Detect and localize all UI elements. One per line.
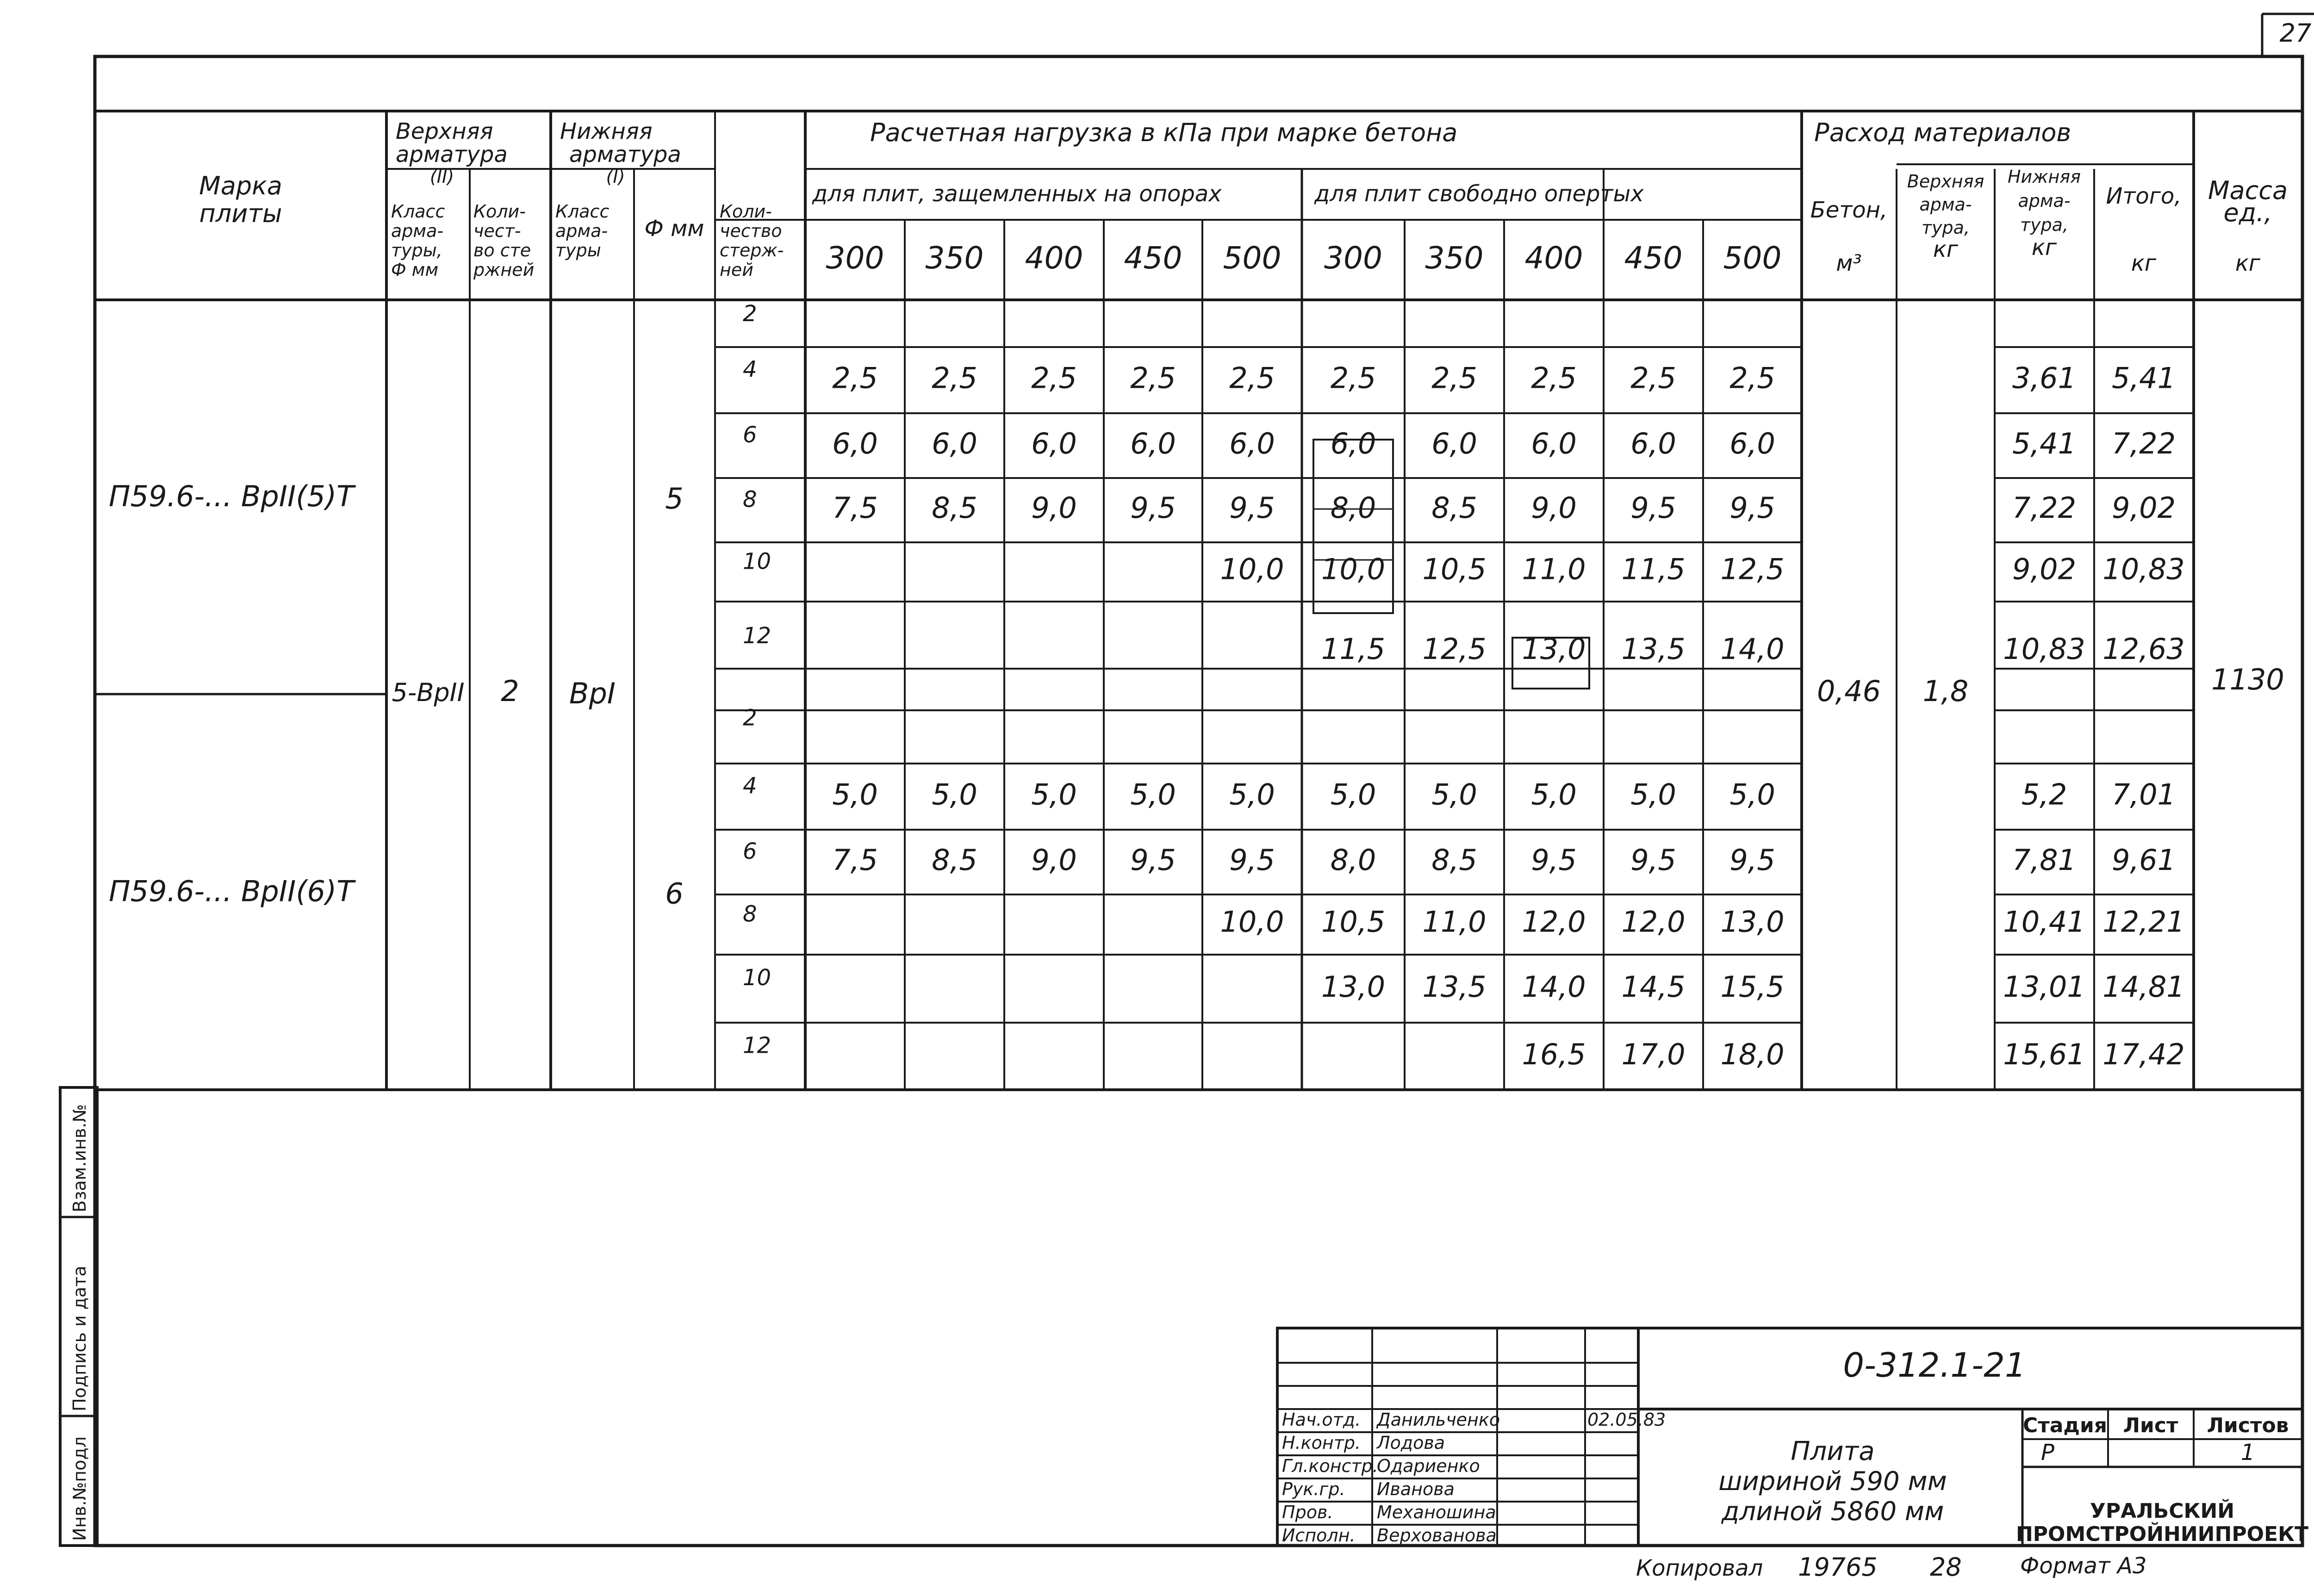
- load-free-0-5-1: 12,5: [1422, 632, 1487, 666]
- signer-role-0: Нач.отд.: [1282, 1410, 1361, 1430]
- load-clamped-0-1-0: 2,5: [832, 361, 878, 395]
- load-free-0-4-4: 12,5: [1720, 552, 1785, 586]
- sheets-value: 1: [2240, 1440, 2255, 1466]
- load-free-1-4-4: 15,5: [1720, 970, 1785, 1004]
- header-bottom-class-0: Класс: [555, 201, 610, 222]
- bar-count-0-1: 4: [743, 356, 757, 383]
- load-free-1-3-2: 12,0: [1522, 905, 1586, 939]
- load-free-0-2-2: 6,0: [1531, 426, 1577, 460]
- sheets-label: Листов: [2207, 1414, 2289, 1437]
- load-free-0-1-0: 2,5: [1330, 361, 1376, 395]
- header-bottom-count-3: ней: [720, 260, 753, 280]
- top-reinf-mass: 1,8: [1922, 674, 1969, 708]
- signer-role-2: Гл.констр.: [1282, 1456, 1378, 1476]
- copy-number: 19765: [1798, 1553, 1878, 1582]
- load-free-1-3-1: 11,0: [1422, 905, 1487, 939]
- load-clamped-1-2-1: 8,5: [932, 843, 977, 877]
- header-bottom-mat-2: тура,: [2020, 215, 2069, 235]
- total-mass-1-5: 17,42: [2103, 1037, 2185, 1071]
- title-line-2: шириной 590 мм: [1718, 1466, 1947, 1497]
- copy-info: [1636, 1553, 2146, 1582]
- header-bottom-count-2: стерж-: [720, 240, 784, 261]
- bottom-mass-0-5: 10,83: [2003, 632, 2085, 666]
- side-strip: [60, 1087, 97, 1546]
- document-code: 0-312.1-21: [1843, 1346, 2026, 1385]
- header-grade-clamped-0: 300: [826, 240, 884, 276]
- header-grade-free-0: 300: [1324, 240, 1382, 276]
- load-free-1-2-2: 9,5: [1531, 843, 1577, 877]
- header-bottom-reinf-3: (I): [606, 167, 625, 187]
- load-clamped-1-1-4: 5,0: [1229, 777, 1275, 812]
- load-free-1-2-4: 9,5: [1729, 843, 1775, 877]
- load-free-0-2-0: 6,0: [1330, 426, 1376, 460]
- load-free-0-1-2: 2,5: [1531, 361, 1577, 395]
- total-mass-0-2: 7,22: [2111, 426, 2176, 460]
- header-grade-free-3: 450: [1624, 240, 1683, 276]
- load-clamped-0-2-1: 6,0: [932, 426, 977, 460]
- bar-count-1-0: 2: [743, 705, 757, 731]
- load-free-0-3-2: 9,0: [1531, 491, 1577, 525]
- load-free-0-3-3: 9,5: [1630, 491, 1676, 525]
- header-grade-free-4: 500: [1723, 240, 1782, 276]
- load-clamped-1-2-0: 7,5: [832, 843, 878, 877]
- title-line-3: длиной 5860 мм: [1721, 1497, 1944, 1527]
- load-free-0-1-3: 2,5: [1630, 361, 1676, 395]
- bar-count-0-0: 2: [743, 300, 757, 327]
- load-free-1-2-1: 8,5: [1431, 843, 1477, 877]
- bottom-diameter-0: 5: [665, 482, 684, 515]
- load-free-0-4-3: 11,5: [1621, 552, 1686, 586]
- bar-count-0-3: 8: [743, 486, 757, 513]
- load-free-0-5-2: 13,0: [1522, 632, 1586, 666]
- plate-mark-0: П59.6-... ВрII(5)Т: [109, 479, 355, 513]
- title-block: [1277, 1328, 2308, 1546]
- header-top-reinf-3: (II): [429, 167, 454, 187]
- load-free-0-3-4: 9,5: [1729, 491, 1775, 525]
- load-free-0-5-4: 14,0: [1720, 632, 1785, 666]
- load-clamped-0-3-3: 9,5: [1130, 491, 1176, 525]
- header-mass-1: Масса: [2208, 176, 2288, 205]
- header-mass-2: ед.,: [2223, 198, 2272, 227]
- header-bottom-count-1: чество: [720, 221, 782, 241]
- bar-count-1-5: 12: [743, 1032, 771, 1059]
- signer-name-5: Верхованова: [1377, 1525, 1497, 1546]
- header-top-reinf-1: Верхняя: [396, 118, 493, 144]
- load-clamped-0-2-4: 6,0: [1229, 426, 1275, 460]
- title-line-1: Плита: [1791, 1436, 1875, 1466]
- header-grade-clamped-4: 500: [1223, 240, 1281, 276]
- load-free-1-3-0: 10,5: [1321, 905, 1386, 939]
- load-free-1-1-3: 5,0: [1630, 777, 1676, 812]
- signer-role-4: Пров.: [1282, 1502, 1333, 1522]
- load-free-1-1-4: 5,0: [1729, 777, 1775, 812]
- total-mass-1-3: 12,21: [2103, 905, 2185, 939]
- header-top-class-3: Ф мм: [391, 260, 439, 280]
- header-bottom-mat-0: Нижняя: [2007, 167, 2081, 187]
- bottom-mass-1-2: 7,81: [2012, 843, 2077, 877]
- header-bottom-reinf-1: Нижняя: [560, 118, 653, 144]
- load-clamped-1-1-3: 5,0: [1130, 777, 1176, 812]
- side-label-inv-number: Инв.№подл: [69, 1436, 90, 1541]
- table-header: [199, 118, 2288, 280]
- load-free-1-4-2: 14,0: [1522, 970, 1586, 1004]
- header-grade-free-2: 400: [1524, 240, 1583, 276]
- bar-count-0-5: 12: [743, 623, 771, 649]
- total-mass-1-1: 7,01: [2111, 777, 2176, 812]
- total-mass-0-4: 10,83: [2103, 552, 2185, 586]
- header-bottom-reinf-2: арматура: [569, 142, 681, 168]
- header-bottom-class-2: туры: [555, 240, 601, 261]
- load-free-0-1-1: 2,5: [1431, 361, 1477, 395]
- load-clamped-0-3-2: 9,0: [1031, 491, 1077, 525]
- load-free-1-4-0: 13,0: [1321, 970, 1386, 1004]
- bottom-mass-0-1: 3,61: [2012, 361, 2077, 395]
- plate-mark-1: П59.6-... ВрII(6)Т: [109, 874, 355, 908]
- load-free-0-4-2: 11,0: [1522, 552, 1586, 586]
- header-bottom-mat-1: арма-: [2018, 191, 2071, 211]
- bottom-reinf-class: ВрI: [569, 677, 616, 710]
- load-free-0-4-0: 10,0: [1321, 552, 1386, 586]
- load-clamped-1-1-2: 5,0: [1031, 777, 1077, 812]
- bottom-diameter-1: 6: [665, 876, 684, 911]
- load-free-0-2-4: 6,0: [1729, 426, 1775, 460]
- bar-count-0-2: 6: [743, 422, 757, 448]
- load-clamped-1-1-0: 5,0: [832, 777, 878, 812]
- table-body: [109, 301, 2284, 1071]
- load-free-1-3-3: 12,0: [1621, 905, 1686, 939]
- load-free-1-5-4: 18,0: [1720, 1037, 1785, 1071]
- header-mark-line-1: Марка: [199, 171, 282, 200]
- signer-name-4: Механошина: [1377, 1502, 1496, 1522]
- header-top-class-2: туры,: [391, 240, 442, 261]
- load-free-0-1-4: 2,5: [1729, 361, 1775, 395]
- bar-count-1-3: 8: [743, 901, 757, 927]
- header-clamped: для плит, защемленных на опорах: [812, 181, 1222, 207]
- header-top-count-0: Коли-: [473, 201, 526, 222]
- header-bottom-class-1: арма-: [555, 221, 608, 241]
- load-clamped-0-3-0: 7,5: [832, 491, 878, 525]
- header-top-reinf-2: арматура: [396, 142, 508, 168]
- header-free: для плит свободно опертых: [1314, 181, 1644, 207]
- signer-role-1: Н.контр.: [1282, 1433, 1361, 1453]
- header-top-mat-3: кг: [1933, 236, 1959, 262]
- load-free-0-5-3: 13,5: [1621, 632, 1686, 666]
- header-bottom-count-0: Коли-: [720, 201, 772, 222]
- load-free-0-2-3: 6,0: [1630, 426, 1676, 460]
- header-bottom-mat-3: кг: [2031, 235, 2057, 261]
- load-clamped-0-2-0: 6,0: [832, 426, 878, 460]
- bottom-mass-0-3: 7,22: [2012, 491, 2077, 525]
- load-free-0-4-1: 10,5: [1422, 552, 1487, 586]
- header-grade-free-1: 350: [1425, 240, 1484, 276]
- org-line-2: ПРОМСТРОЙНИИПРОЕКТ: [2015, 1522, 2309, 1546]
- header-load: Расчетная нагрузка в кПа при марке бетона: [870, 118, 1458, 147]
- load-free-0-3-0: 8,0: [1330, 491, 1376, 525]
- total-mass-0-5: 12,63: [2103, 632, 2185, 666]
- load-free-1-4-3: 14,5: [1621, 970, 1686, 1004]
- load-free-1-2-0: 8,0: [1330, 843, 1376, 877]
- bar-count-1-2: 6: [743, 838, 757, 864]
- load-clamped-0-2-3: 6,0: [1130, 426, 1176, 460]
- copy-sheet: 28: [1930, 1553, 1962, 1582]
- header-total-1: Итого,: [2106, 183, 2182, 209]
- header-top-count-1: чест-: [473, 221, 521, 241]
- load-clamped-0-1-2: 2,5: [1031, 361, 1077, 395]
- header-total-2: кг: [2131, 250, 2157, 276]
- bottom-mass-0-2: 5,41: [2012, 426, 2077, 460]
- load-free-0-5-0: 11,5: [1321, 632, 1386, 666]
- page-number-tab: [2262, 14, 2314, 1550]
- header-top-count-2: во сте: [473, 240, 531, 261]
- top-reinf-class: 5-ВрII: [392, 678, 465, 707]
- header-top-mat-0: Верхняя: [1907, 171, 1984, 192]
- stage-label: Стадия: [2022, 1414, 2108, 1437]
- header-materials: Расход материалов: [1814, 118, 2071, 147]
- load-free-0-2-1: 6,0: [1431, 426, 1477, 460]
- signer-date-0: 02.05.83: [1587, 1410, 1666, 1430]
- bottom-mass-1-1: 5,2: [2021, 777, 2067, 812]
- load-free-1-5-3: 17,0: [1621, 1037, 1686, 1071]
- signer-role-5: Исполн.: [1282, 1525, 1356, 1546]
- top-reinf-count: 2: [501, 674, 519, 708]
- load-clamped-0-3-1: 8,5: [932, 491, 977, 525]
- load-free-0-3-1: 8,5: [1431, 491, 1477, 525]
- header-grade-clamped-2: 400: [1025, 240, 1083, 276]
- bottom-mass-1-3: 10,41: [2003, 905, 2085, 939]
- copied-label: Копировал: [1636, 1555, 1763, 1581]
- load-clamped-1-1-1: 5,0: [932, 777, 977, 812]
- header-grade-clamped-1: 350: [925, 240, 984, 276]
- load-clamped-0-2-2: 6,0: [1031, 426, 1077, 460]
- load-clamped-0-1-3: 2,5: [1130, 361, 1176, 395]
- org-line-1: УРАЛЬСКИЙ: [2090, 1499, 2235, 1523]
- bar-count-1-1: 4: [743, 773, 757, 799]
- sheet-label: Лист: [2123, 1414, 2178, 1437]
- load-free-1-1-2: 5,0: [1531, 777, 1577, 812]
- load-clamped-1-2-2: 9,0: [1031, 843, 1077, 877]
- header-mass-3: кг: [2235, 250, 2261, 276]
- total-mass-0-3: 9,02: [2111, 491, 2176, 525]
- header-concrete-2: м³: [1836, 250, 1862, 276]
- total-mass-1-4: 14,81: [2103, 970, 2185, 1004]
- header-top-mat-2: тура,: [1921, 217, 1970, 238]
- bar-count-1-4: 10: [743, 965, 771, 991]
- signer-name-2: Одариенко: [1377, 1456, 1480, 1476]
- bar-count-0-4: 10: [743, 548, 771, 575]
- header-concrete-1: Бетон,: [1810, 197, 1888, 223]
- signer-role-3: Рук.гр.: [1282, 1479, 1345, 1499]
- total-mass-1-2: 9,61: [2111, 843, 2176, 877]
- load-clamped-0-3-4: 9,5: [1229, 491, 1275, 525]
- stage-value: Р: [2041, 1440, 2054, 1466]
- header-top-class-1: арма-: [391, 221, 444, 241]
- load-free-1-1-0: 5,0: [1330, 777, 1376, 812]
- header-grade-clamped-3: 450: [1124, 240, 1182, 276]
- load-free-1-4-1: 13,5: [1422, 970, 1487, 1004]
- side-label-replace-inv: Взам.инв.№: [69, 1104, 90, 1212]
- header-top-class-0: Класс: [391, 201, 445, 222]
- load-free-1-5-2: 16,5: [1522, 1037, 1586, 1071]
- bottom-mass-1-4: 13,01: [2003, 970, 2085, 1004]
- signer-name-1: Лодова: [1377, 1433, 1445, 1453]
- header-mark-line-2: плиты: [199, 199, 282, 228]
- load-clamped-1-3-4: 10,0: [1220, 905, 1284, 939]
- load-free-1-2-3: 9,5: [1630, 843, 1676, 877]
- header-top-mat-1: арма-: [1919, 194, 1972, 215]
- load-free-1-3-4: 13,0: [1720, 905, 1785, 939]
- load-clamped-0-1-1: 2,5: [932, 361, 977, 395]
- bottom-mass-1-5: 15,61: [2003, 1037, 2085, 1071]
- load-clamped-1-2-3: 9,5: [1130, 843, 1176, 877]
- signer-name-3: Иванова: [1377, 1479, 1455, 1499]
- bottom-mass-0-4: 9,02: [2012, 552, 2077, 586]
- header-bottom-dia: Ф мм: [644, 216, 704, 242]
- total-mass-0-1: 5,41: [2111, 361, 2176, 395]
- load-free-1-1-1: 5,0: [1431, 777, 1477, 812]
- format-label: Формат А3: [2020, 1553, 2147, 1579]
- load-clamped-0-4-4: 10,0: [1220, 552, 1284, 586]
- page-number: 27: [2279, 19, 2312, 48]
- unit-mass: 1130: [2211, 663, 2284, 696]
- side-label-signature: Подпись и дата: [69, 1266, 90, 1411]
- header-top-count-3: ржней: [473, 260, 535, 280]
- load-clamped-0-1-4: 2,5: [1229, 361, 1275, 395]
- concrete-volume: 0,46: [1816, 674, 1881, 708]
- signer-name-0: Данильченко: [1377, 1410, 1500, 1430]
- load-clamped-1-2-4: 9,5: [1229, 843, 1275, 877]
